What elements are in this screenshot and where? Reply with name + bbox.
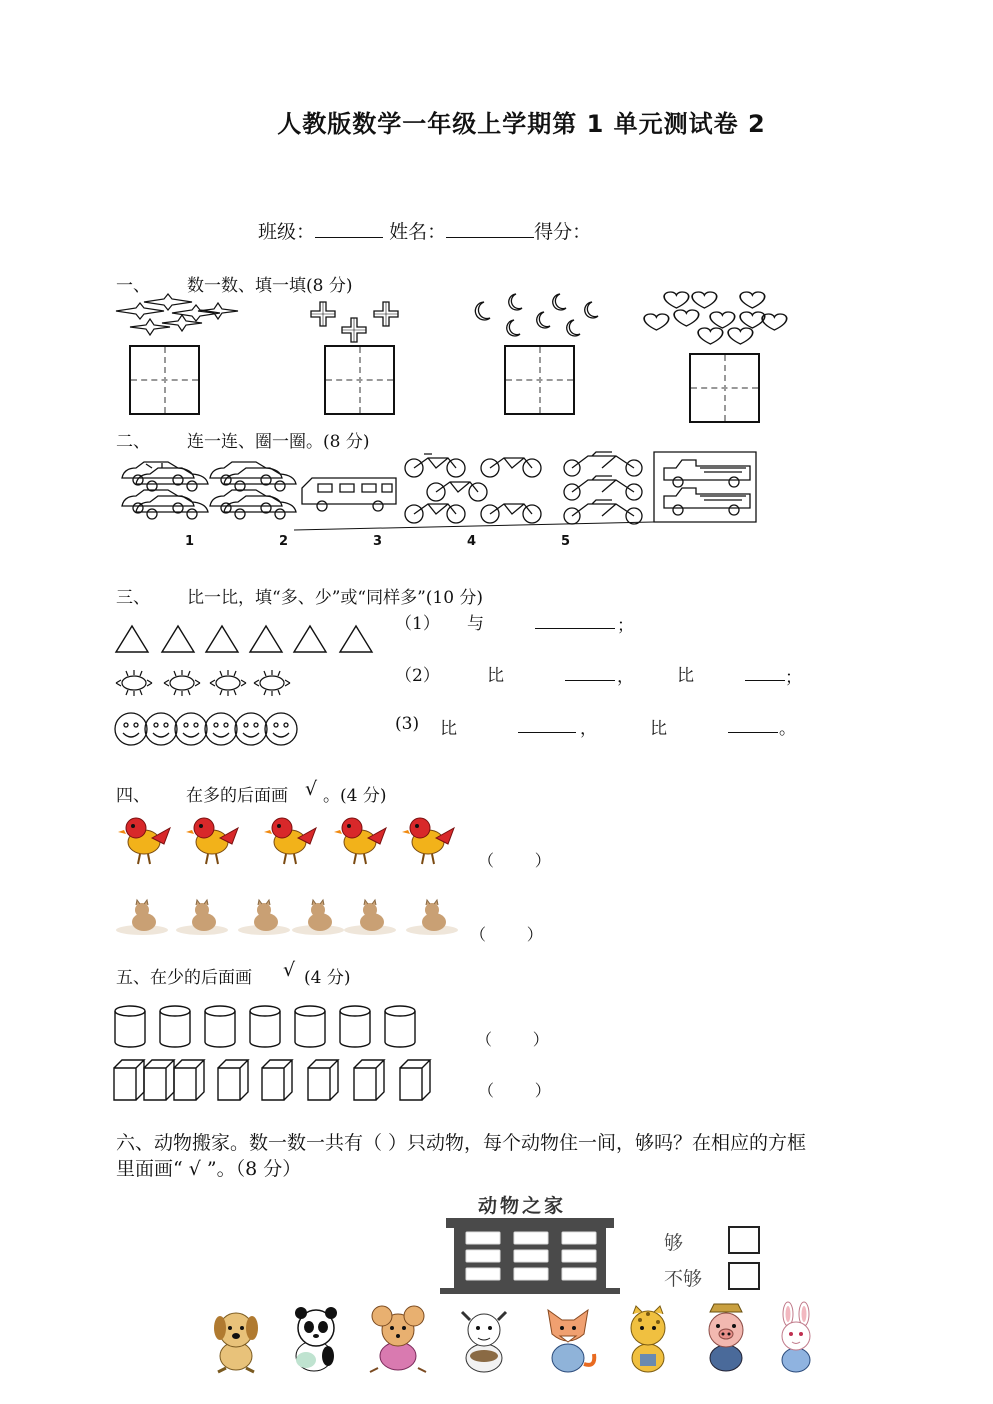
cat-icon bbox=[344, 900, 396, 935]
cylinder-icon bbox=[205, 1006, 235, 1047]
cuboid-icon bbox=[308, 1060, 338, 1100]
cuboid-answer-paren[interactable]: （ ） bbox=[478, 1081, 551, 1100]
rabbit-icon bbox=[782, 1302, 810, 1372]
class-label: 班级： bbox=[258, 221, 316, 243]
q2-answer-blank-2[interactable] bbox=[745, 680, 785, 681]
animal-house-icon bbox=[440, 1218, 620, 1296]
cuboid-row-picture bbox=[112, 1056, 434, 1102]
section-4-number: 四、 bbox=[116, 786, 150, 806]
cat-icon bbox=[116, 900, 168, 935]
compare-shapes-picture bbox=[114, 624, 374, 752]
q2-index: （2） bbox=[395, 666, 440, 686]
number-label-3: 3 bbox=[373, 534, 383, 549]
q2-comma: ， bbox=[617, 667, 634, 687]
class-blank[interactable] bbox=[315, 236, 383, 238]
cat-icon bbox=[406, 900, 458, 935]
number-label-4: 4 bbox=[467, 534, 477, 549]
bird-icon bbox=[118, 818, 170, 864]
bird-icon bbox=[402, 818, 454, 864]
cylinder-icon bbox=[340, 1006, 370, 1047]
name-label: 姓名： bbox=[389, 221, 447, 243]
name-blank[interactable] bbox=[446, 236, 534, 238]
vehicles-picture bbox=[118, 450, 760, 530]
cuboid-icon bbox=[354, 1060, 384, 1100]
bird-icon bbox=[186, 818, 238, 864]
checkmark-symbol: √ bbox=[305, 778, 318, 800]
cat-answer-paren[interactable]: （ ） bbox=[470, 925, 543, 944]
sun-row-icon bbox=[116, 670, 290, 696]
star-group-icon bbox=[114, 293, 244, 337]
bird-row-picture bbox=[114, 812, 462, 866]
pig-icon bbox=[709, 1304, 743, 1371]
cylinder-icon bbox=[295, 1006, 325, 1047]
cat-icon bbox=[292, 900, 344, 935]
cat-row-picture bbox=[112, 898, 464, 938]
dog-icon bbox=[214, 1313, 258, 1372]
answer-grid-crosses[interactable] bbox=[324, 345, 395, 415]
q2-word-2: 比 bbox=[677, 666, 694, 686]
student-info-row bbox=[258, 217, 591, 244]
score-label: 得分： bbox=[534, 221, 592, 243]
enough-checkbox[interactable] bbox=[728, 1226, 760, 1254]
section-5-heading: 五、在少的后面画 bbox=[116, 968, 252, 988]
q3-word-2: 比 bbox=[650, 719, 667, 739]
cylinder-icon bbox=[250, 1006, 280, 1047]
cuboid-icon bbox=[144, 1060, 174, 1100]
number-label-2: 2 bbox=[279, 534, 289, 549]
mouse-icon bbox=[370, 1306, 426, 1372]
cross-group-icon bbox=[308, 300, 404, 344]
not-enough-checkbox[interactable] bbox=[728, 1262, 760, 1290]
cylinder-icon bbox=[160, 1006, 190, 1047]
section-2-heading: 连一连、圈一圈。(8 分) bbox=[187, 432, 370, 452]
q2-word-1: 比 bbox=[487, 666, 504, 686]
section-5-points: (4 分) bbox=[304, 968, 351, 988]
moon-group-icon bbox=[470, 290, 602, 342]
bird-icon bbox=[334, 818, 386, 864]
cuboid-icon bbox=[400, 1060, 430, 1100]
q1-answer-blank[interactable] bbox=[535, 628, 615, 629]
cylinder-icon bbox=[385, 1006, 415, 1047]
q3-end: 。 bbox=[779, 719, 796, 739]
q3-answer-blank-1[interactable] bbox=[518, 732, 576, 733]
cuboid-icon bbox=[218, 1060, 248, 1100]
section-6-line-2: 里面画“ √ ”。（8 分） bbox=[116, 1158, 302, 1180]
enough-label: 够 bbox=[664, 1232, 684, 1254]
animals-row-picture bbox=[200, 1302, 826, 1378]
heart-group-icon bbox=[652, 290, 794, 348]
smiley-row-icon bbox=[115, 713, 297, 745]
cat-icon bbox=[238, 900, 290, 935]
van-icon bbox=[302, 478, 396, 511]
truck-group-icon bbox=[664, 460, 750, 515]
q1-index: （1） bbox=[395, 614, 440, 634]
q1-word: 与 bbox=[467, 614, 484, 634]
section-3-number: 三、 bbox=[116, 588, 150, 608]
number-label-5: 5 bbox=[561, 534, 571, 549]
cuboid-icon bbox=[174, 1060, 204, 1100]
section-2-number: 二、 bbox=[116, 432, 150, 452]
page-title: 人教版数学一年级上学期第 1 单元测试卷 2 bbox=[277, 110, 766, 138]
bicycle-group-icon bbox=[405, 454, 541, 523]
leopard-icon bbox=[631, 1306, 665, 1372]
q1-end: ； bbox=[617, 616, 634, 636]
goat-icon bbox=[462, 1312, 506, 1372]
triangle-row-icon bbox=[116, 626, 372, 652]
section-4-heading: 在多的后面画 bbox=[186, 786, 288, 806]
q2-end: ； bbox=[785, 668, 802, 688]
section-1-number: 一、 bbox=[116, 276, 150, 296]
bird-answer-paren[interactable]: （ ） bbox=[478, 851, 551, 870]
q3-word-1: 比 bbox=[440, 719, 457, 739]
fox-icon bbox=[548, 1310, 594, 1372]
cylinder-row-picture bbox=[112, 1004, 422, 1048]
cylinder-answer-paren[interactable]: （ ） bbox=[476, 1030, 549, 1049]
answer-grid-moons[interactable] bbox=[504, 345, 575, 415]
bird-icon bbox=[264, 818, 316, 864]
not-enough-label: 不够 bbox=[664, 1268, 703, 1290]
cat-icon bbox=[176, 900, 228, 935]
section-3-heading: 比一比，填“多、少”或“同样多”(10 分) bbox=[187, 588, 484, 608]
q3-answer-blank-2[interactable] bbox=[728, 732, 778, 733]
section-1-heading: 数一数、填一填(8 分) bbox=[187, 276, 353, 296]
motorcycle-group-icon bbox=[564, 452, 642, 524]
answer-grid-hearts[interactable] bbox=[689, 353, 760, 423]
cuboid-icon bbox=[114, 1060, 144, 1100]
checkmark-symbol-2: √ bbox=[283, 959, 296, 981]
q3-comma: ， bbox=[580, 719, 597, 739]
number-label-1: 1 bbox=[185, 534, 195, 549]
cuboid-icon bbox=[262, 1060, 292, 1100]
panda-icon bbox=[295, 1307, 337, 1371]
section-6-line-1: 六、动物搬家。数一数一共有（ ）只动物，每个动物住一间，够吗？在相应的方框 bbox=[116, 1132, 807, 1154]
car-group-icon bbox=[122, 462, 296, 519]
cylinder-icon bbox=[115, 1006, 145, 1047]
section-4-points: 。(4 分) bbox=[323, 786, 387, 806]
house-title: 动物之家 bbox=[478, 1195, 567, 1217]
q3-index: (3) bbox=[395, 714, 420, 734]
answer-grid-stars[interactable] bbox=[129, 345, 200, 415]
q2-answer-blank-1[interactable] bbox=[565, 680, 615, 681]
